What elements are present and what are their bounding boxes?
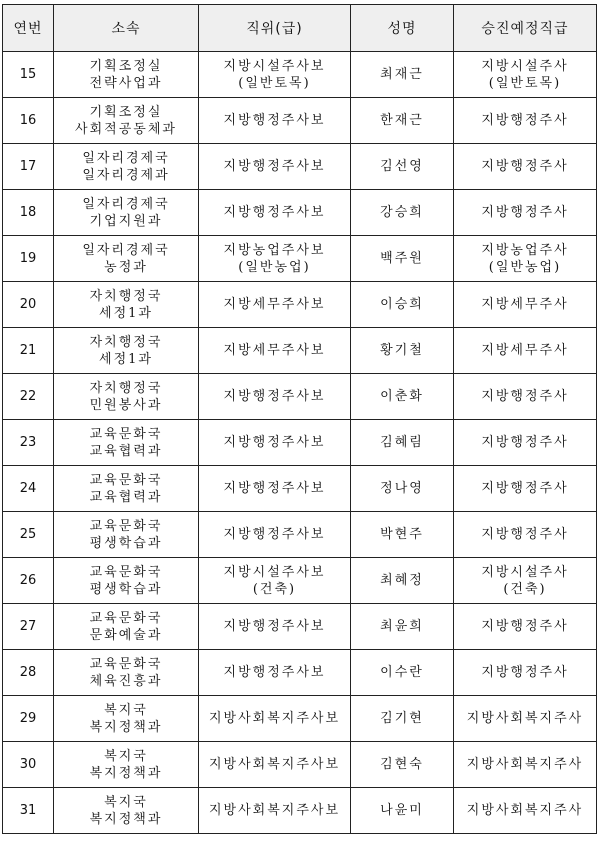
name-cell: 백주원 [351,236,454,282]
table-row [3,650,597,696]
promotion-grade-cell [454,144,597,190]
promotion-title: 지방행정주사 [481,481,569,496]
department-division: 복지정책과 [89,811,163,827]
header-position-grade: 직위(급) [199,5,351,52]
department-bureau: 기획조정실 [89,104,163,120]
position-title: 지방농업주사보 [223,242,326,258]
department-cell [54,512,199,558]
name-cell: 황기철 [351,328,454,374]
promotion-title: 지방농업주사 [481,242,569,258]
promotion-title: 지방행정주사 [481,389,569,404]
department-bureau: 복지국 [104,748,148,764]
department-cell [54,650,199,696]
table-row [3,282,597,328]
department-bureau: 교육문화국 [89,426,163,442]
department-division: 세정1과 [99,351,153,367]
serial-number-cell: 31 [3,788,54,834]
position-title: 지방행정주사보 [223,435,326,450]
table-header-row [3,5,597,52]
table-row [3,98,597,144]
name-cell: 이수란 [351,650,454,696]
department-cell [54,236,199,282]
promotion-grade-cell [454,190,597,236]
promotion-title: 지방사회복지주사 [466,757,584,772]
table-row [3,328,597,374]
department-cell [54,696,199,742]
position-cell [199,236,351,282]
name-cell: 강승희 [351,190,454,236]
promotion-title: 지방세무주사 [481,343,569,358]
position-cell [199,696,351,742]
department-division: 복지정책과 [89,765,163,781]
position-series: (일반농업) [238,259,311,275]
department-cell [54,328,199,374]
department-bureau: 복지국 [104,794,148,810]
table-row [3,604,597,650]
promotion-table [2,4,597,834]
position-title: 지방시설주사보 [223,564,326,580]
promotion-grade-cell [454,788,597,834]
promotion-title: 지방행정주사 [481,665,569,680]
department-division: 평생학습과 [89,581,163,597]
department-division: 문화예술과 [89,627,163,643]
department-division: 일자리경제과 [82,167,170,183]
promotion-series: (건축) [503,581,547,597]
promotion-title: 지방행정주사 [481,159,569,174]
department-bureau: 일자리경제국 [82,196,170,212]
department-cell [54,190,199,236]
department-cell [54,466,199,512]
serial-number-cell: 29 [3,696,54,742]
position-cell [199,328,351,374]
serial-number-cell: 28 [3,650,54,696]
department-division: 세정1과 [99,305,153,321]
position-cell [199,604,351,650]
promotion-title: 지방세무주사 [481,297,569,312]
promotion-title: 지방행정주사 [481,527,569,542]
promotion-grade-cell [454,52,597,98]
department-bureau: 복지국 [104,702,148,718]
position-title: 지방사회복지주사보 [208,803,341,818]
promotion-grade-cell [454,696,597,742]
promotion-grade-cell [454,604,597,650]
department-bureau: 교육문화국 [89,610,163,626]
promotion-grade-cell [454,374,597,420]
name-cell: 최재근 [351,52,454,98]
table-row [3,374,597,420]
promotion-grade-cell [454,650,597,696]
promotion-title: 지방시설주사 [481,58,569,74]
header-serial-number: 연번 [3,5,54,52]
serial-number-cell: 17 [3,144,54,190]
position-cell [199,282,351,328]
department-cell [54,98,199,144]
department-bureau: 자치행정국 [89,288,163,304]
serial-number-cell: 25 [3,512,54,558]
department-cell [54,374,199,420]
header-name: 성명 [351,5,454,52]
department-cell [54,52,199,98]
department-division: 복지정책과 [89,719,163,735]
serial-number-cell: 26 [3,558,54,604]
position-series: (건축) [252,581,297,597]
name-cell: 최혜정 [351,558,454,604]
table-row [3,466,597,512]
department-division: 기업지원과 [89,213,163,229]
department-division: 농정과 [104,259,148,275]
position-cell [199,558,351,604]
name-cell: 이춘화 [351,374,454,420]
department-cell [54,282,199,328]
position-cell [199,512,351,558]
serial-number-cell: 16 [3,98,54,144]
position-title: 지방행정주사보 [223,527,326,542]
position-cell [199,52,351,98]
department-cell [54,604,199,650]
department-division: 사회적공동체과 [75,121,177,137]
table-row [3,788,597,834]
table-row [3,52,597,98]
promotion-grade-cell [454,236,597,282]
table-row [3,696,597,742]
position-cell [199,466,351,512]
name-cell: 최윤희 [351,604,454,650]
department-cell [54,420,199,466]
position-title: 지방행정주사보 [223,389,326,404]
promotion-title: 지방행정주사 [481,113,569,128]
position-title: 지방세무주사보 [223,297,326,312]
promotion-series: (일반토목) [488,75,562,91]
department-division: 교육협력과 [89,443,163,459]
serial-number-cell: 23 [3,420,54,466]
position-title: 지방사회복지주사보 [208,757,341,772]
department-bureau: 교육문화국 [89,564,163,580]
department-bureau: 교육문화국 [89,472,163,488]
department-cell [54,742,199,788]
department-bureau: 일자리경제국 [82,150,170,166]
position-cell [199,742,351,788]
name-cell: 김선영 [351,144,454,190]
department-bureau: 교육문화국 [89,518,163,534]
promotion-grade-cell [454,558,597,604]
position-series: (일반토목) [238,75,311,91]
name-cell: 김현숙 [351,742,454,788]
serial-number-cell: 30 [3,742,54,788]
position-cell [199,190,351,236]
position-title: 지방행정주사보 [223,665,326,680]
promotion-series: (일반농업) [488,259,562,275]
serial-number-cell: 15 [3,52,54,98]
name-cell: 나윤미 [351,788,454,834]
department-division: 민원봉사과 [89,397,163,413]
name-cell: 김기현 [351,696,454,742]
department-bureau: 자치행정국 [89,334,163,350]
name-cell: 박현주 [351,512,454,558]
serial-number-cell: 24 [3,466,54,512]
department-cell [54,788,199,834]
promotion-title: 지방행정주사 [481,619,569,634]
table-row [3,558,597,604]
department-division: 교육협력과 [89,489,163,505]
serial-number-cell: 18 [3,190,54,236]
table-row [3,236,597,282]
name-cell: 이승희 [351,282,454,328]
department-bureau: 교육문화국 [89,656,163,672]
position-title: 지방행정주사보 [223,113,326,128]
serial-number-cell: 20 [3,282,54,328]
department-division: 체육진흥과 [89,673,163,689]
table-row [3,144,597,190]
promotion-grade-cell [454,742,597,788]
position-cell [199,420,351,466]
table-body [3,52,597,834]
position-title: 지방사회복지주사보 [208,711,341,726]
table-row [3,742,597,788]
serial-number-cell: 19 [3,236,54,282]
header-department: 소속 [54,5,199,52]
department-division: 평생학습과 [89,535,163,551]
department-bureau: 일자리경제국 [82,242,170,258]
position-title: 지방행정주사보 [223,619,326,634]
department-division: 전략사업과 [89,75,163,91]
serial-number-cell: 27 [3,604,54,650]
position-title: 지방행정주사보 [223,205,326,220]
position-cell [199,788,351,834]
name-cell: 정나영 [351,466,454,512]
promotion-title: 지방시설주사 [481,564,569,580]
serial-number-cell: 22 [3,374,54,420]
table-row [3,190,597,236]
promotion-grade-cell [454,98,597,144]
name-cell: 김혜림 [351,420,454,466]
position-title: 지방행정주사보 [223,481,326,496]
position-title: 지방시설주사보 [223,58,326,74]
position-title: 지방행정주사보 [223,159,326,174]
promotion-title: 지방사회복지주사 [466,711,584,726]
promotion-title: 지방행정주사 [481,435,569,450]
promotion-grade-cell [454,512,597,558]
position-cell [199,144,351,190]
promotion-title: 지방행정주사 [481,205,569,220]
promotion-grade-cell [454,282,597,328]
department-cell [54,144,199,190]
serial-number-cell: 21 [3,328,54,374]
department-bureau: 기획조정실 [89,58,163,74]
department-bureau: 자치행정국 [89,380,163,396]
position-cell [199,650,351,696]
header-promotion-grade: 승진예정직급 [454,5,597,52]
position-cell [199,98,351,144]
table-row [3,512,597,558]
promotion-list-sheet [2,4,597,834]
table-row [3,420,597,466]
name-cell: 한재근 [351,98,454,144]
position-cell [199,374,351,420]
promotion-grade-cell [454,420,597,466]
promotion-grade-cell [454,328,597,374]
promotion-title: 지방사회복지주사 [466,803,584,818]
promotion-grade-cell [454,466,597,512]
position-title: 지방세무주사보 [223,343,326,358]
department-cell [54,558,199,604]
